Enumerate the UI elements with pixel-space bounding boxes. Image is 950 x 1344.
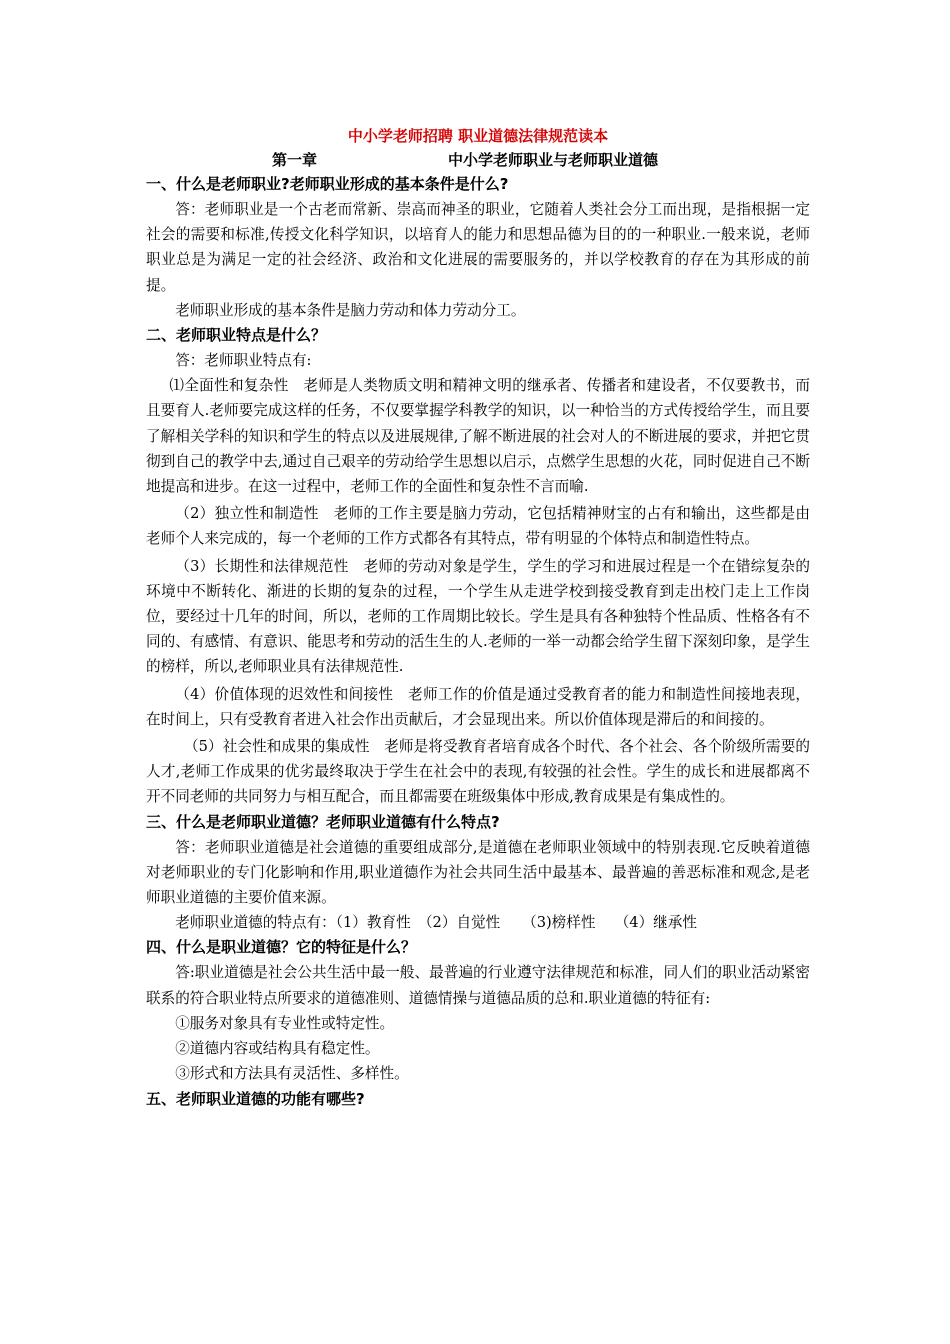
section-heading-1: 一、什么是老师职业?老师职业形成的基本条件是什么? <box>146 175 509 193</box>
document-title: 中小学老师招聘 职业道德法律规范读本 <box>347 127 609 145</box>
section-heading-2: 二、老师职业特点是什么？ <box>146 326 327 345</box>
section-heading-3: 三、什么是老师职业道德？老师职业道德有什么特点? <box>146 812 500 831</box>
list-item: （3）长期性和法律规范性 老师的劳动对象是学生，学生的学习和进展过程是一个在错综复杂的环境中不断转化、渐进的长期的复杂的过程，一个学生从走进学校到接受教育到走出校门走上工作岗位，要经过十几年的时间，所以，老师的工作周期比较长。学生是具有各种独特个性品质、性格各有不同的、有感情、有意识、能思考和劳动的活生生的人.老师的一举一动都会给学生留下深刻印象，是学生的榜样，所以,老师职业具有法律规范性. <box>146 557 810 676</box>
section-heading-4: 四、什么是职业道德？它的特征是什么？ <box>146 938 417 957</box>
paragraph: 答：老师职业特点有: <box>175 352 312 370</box>
list-item: ②道德内容或结构具有稳定性。 <box>175 1040 380 1058</box>
list-item: （4）价值体现的迟效性和间接性 老师工作的价值是通过受教育者的能力和制造性间接地表现，在时间上，只有受教育者进入社会作出贡献后，才会显现出来。所以价值体现是滞后的和间接的。 <box>146 685 810 728</box>
paragraph: 答：老师职业道德是社会道德的重要组成部分,是道德在老师职业领域中的特别表现.它反映着道德对老师职业的专门化影响和作用,职业道德作为社会共同生活中最基本、最普遍的善恶标准和观念,是老师职业道德的主要价值来源。 <box>146 838 810 907</box>
section-heading-5: 五、老师职业道德的功能有哪些? <box>146 1089 365 1108</box>
list-item: （2）独立性和制造性 老师的工作主要是脑力劳动，它包括精神财宝的占有和输出，这些都是由老师个人来完成的，每一个老师的工作方式都各有其特点，带有明显的个体特点和制造性特点。 <box>146 505 810 548</box>
chapter-number: 第一章 <box>272 151 318 169</box>
chapter-heading <box>146 148 810 172</box>
paragraph: 答:职业道德是社会公共生活中最一般、最普遍的行业遵守法律规范和标准，同人们的职业活动紧密联系的符合职业特点所要求的道德准则、道德情操与道德品质的总和.职业道德的特征有: <box>146 964 810 1007</box>
list-item: ⑴全面性和复杂性 老师是人类物质文明和精神文明的继承者、传播者和建设者，不仅要教书，而且要育人.老师要完成这样的任务，不仅要掌握学科教学的知识，以一种恰当的方式传授给学生，而且要了解相关学科的知识和学生的特点以及进展规律,了解不断进展的社会对人的不断进展的要求，并把它贯彻到自己的教学中去,通过自己艰辛的劳动给学生思想以启示，点燃学生思想的火花，同时促进自己不断地提高和进步。在这一过程中，老师工作的全面性和复杂性不言而喻. <box>146 377 810 496</box>
list-item: ③形式和方法具有灵活性、多样性。 <box>175 1065 409 1083</box>
chapter-name: 中小学老师职业与老师职业道德 <box>448 151 659 169</box>
document-page <box>146 124 810 1112</box>
list-item: ①服务对象具有专业性或特定性。 <box>175 1014 395 1032</box>
paragraph: 老师职业形成的基本条件是脑力劳动和体力劳动分工。 <box>175 301 526 319</box>
paragraph: 老师职业道德的特点有：（1）教育性 （2）自觉性 （3)榜样性 （4）继承性 <box>175 914 697 932</box>
list-item: （5）社会性和成果的集成性 老师是将受教育者培育成各个时代、各个社会、各个阶级所需要的人才,老师工作成果的优劣最终取决于学生在社会中的表现,有较强的社会性。学生的成长和进展都离不开不同老师的共同努力与相互配合，而且都需要在班级集体中形成,教育成果是有集成性的。 <box>146 738 810 806</box>
paragraph: 答：老师职业是一个古老而常新、崇高而神圣的职业，它随着人类社会分工而出现，是指根据一定社会的需要和标准,传授文化科学知识，以培育人的能力和思想品德为目的的一种职业.一般来说，老师职业总是为满足一定的社会经济、政治和文化进展的需要服务的，并以学校教育的存在为其形成的前提。 <box>146 201 810 294</box>
